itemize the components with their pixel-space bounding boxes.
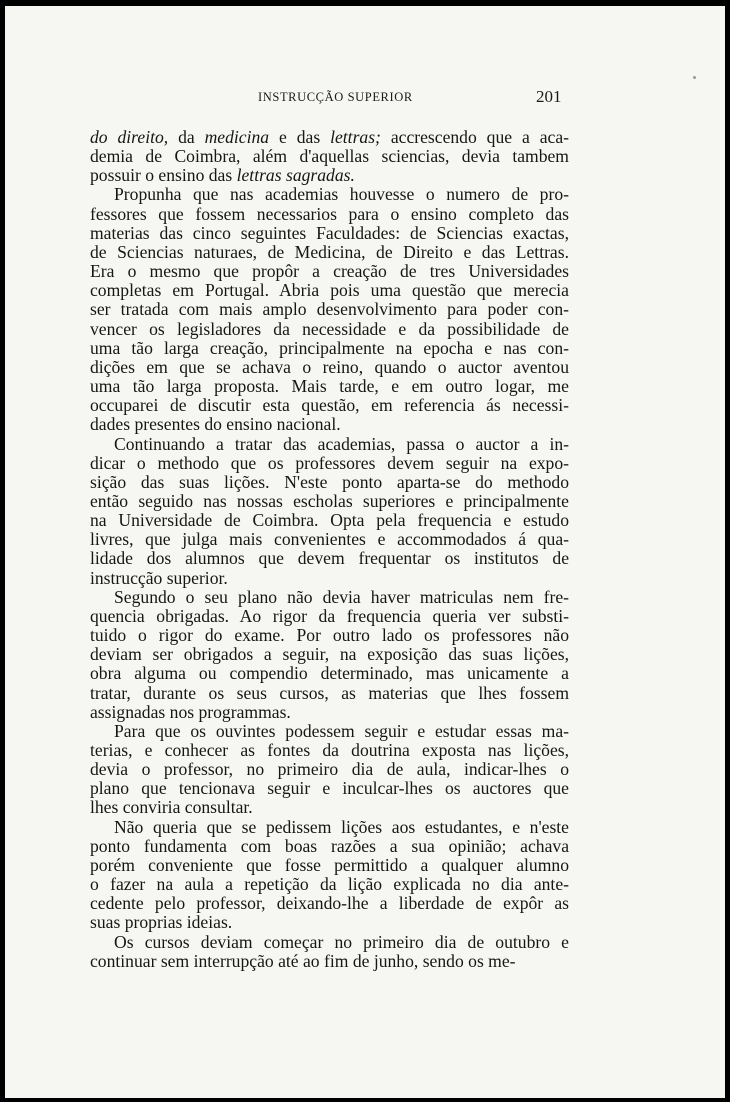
text-line: deviam ser obrigados a seguir, na exposição das suas lições, — [90, 644, 569, 665]
text-line: Os cursos deviam começar no primeiro dia de outubro e — [114, 931, 569, 952]
text-line: continuar sem interrupção até ao fim de junho, sendo os me- — [90, 950, 516, 971]
text-line: Continuando a tratar das academias, passa o auctor a in- — [114, 433, 569, 454]
text-line: Propunha que nas academias houvesse o numero de pro- — [114, 184, 569, 205]
text-line: demia de Coimbra, além d'aquellas sciencias, devia tambem — [90, 146, 569, 167]
text-line: tratar, durante os seus cursos, as materias que lhes fossem — [90, 682, 569, 703]
page-header — [5, 87, 725, 114]
text-line: lhes conviria consultar. — [90, 797, 253, 818]
body-text — [90, 128, 569, 971]
text-line: livres, que julga mais convenientes e accommodados á qua- — [90, 529, 569, 550]
paragraph — [90, 435, 569, 588]
paragraph — [90, 128, 569, 185]
text-line: vencer os legisladores da necessidade e da possibilidade de — [90, 318, 569, 339]
text-line: terias, e conhecer as fontes da doutrina exposta nas lições, — [90, 740, 569, 760]
text-line: tuido o rigor do exame. Por outro lado os professores não — [90, 625, 569, 646]
text-line: Não queria que se pedissem lições aos estudantes, e n'este — [114, 816, 569, 837]
text-line: materias das cinco seguintes Faculdades: de Sciencias exactas, — [90, 222, 569, 243]
text-line: uma tão larga proposta. Mais tarde, e em outro logar, me — [90, 376, 569, 397]
page-number: 201 — [536, 87, 562, 106]
text-line: de Sciencias naturaes, de Medicina, de Direito e das Lettras. — [90, 241, 569, 262]
text-line: na Universidade de Coimbra. Opta pela frequencia e estudo — [90, 510, 569, 531]
text-line: dicar o methodo que os professores devem seguir na expo- — [90, 452, 569, 473]
text-line: ponto fundamenta com boas razões a sua opinião; achava — [90, 835, 569, 856]
text-line: quencia obrigadas. Ao rigor da frequencia queria ver substi- — [90, 605, 569, 626]
text-line: possuir o ensino das lettras sagradas. — [90, 165, 355, 186]
text-line: completas em Portugal. Abria pois uma questão que merecia — [90, 280, 569, 301]
text-line: occuparei de discutir esta questão, em referencia ás necessi- — [90, 395, 569, 416]
book-page — [5, 6, 725, 1098]
text-line: assignadas nos programmas. — [90, 701, 291, 722]
text-line: porém conveniente que fosse permittido a qualquer alumno — [90, 854, 569, 875]
text-line: ser tratada com mais amplo desenvolvimento para poder con- — [90, 299, 569, 320]
paragraph — [90, 818, 569, 933]
text-line: Segundo o seu plano não devia haver matriculas nem fre- — [114, 586, 569, 607]
text-line: plano que tencionava seguir e inculcar-lhes os auctores que — [90, 778, 569, 799]
text-line: Para que os ouvintes podessem seguir e estudar essas ma- — [114, 720, 569, 741]
text-line: lidade dos alumnos que devem frequentar os institutos de — [90, 548, 569, 569]
text-line: então seguido nas nossas escholas superiores e principalmente — [90, 490, 569, 511]
text-line: obra alguma ou compendio determinado, mas unicamente a — [90, 663, 569, 684]
text-line: instrucção superior. — [90, 567, 228, 588]
text-line: Era o mesmo que propôr a creação de tres Universidades — [90, 261, 569, 282]
text-line: dades presentes do ensino nacional. — [90, 414, 341, 435]
text-line: uma tão larga creação, principalmente na epocha e nas con- — [90, 337, 569, 358]
text-line: o fazer na aula a repetição da lição explicada no dia ante- — [90, 874, 569, 895]
text-line: fessores que fossem necessarios para o ensino completo das — [90, 203, 569, 224]
paragraph — [90, 185, 569, 434]
text-line: dições em que se achava o reino, quando o auctor aventou — [90, 356, 569, 377]
running-title: INSTRUCÇÃO SUPERIOR — [258, 90, 413, 104]
text-line: cedente pelo professor, deixando-lhe a liberdade de expôr as — [90, 893, 569, 914]
paragraph — [90, 588, 569, 722]
paragraph — [90, 933, 569, 971]
text-line: sição das suas lições. N'este ponto aparta-se do methodo — [90, 471, 569, 492]
paper-speck — [693, 76, 696, 79]
text-line: suas proprias ideias. — [90, 912, 233, 933]
paragraph — [90, 722, 569, 818]
text-line: do direito, da medicina e das lettras; accrescendo que a aca- — [90, 127, 570, 147]
text-line: devia o professor, no primeiro dia de aula, indicar-lhes o — [90, 759, 569, 780]
